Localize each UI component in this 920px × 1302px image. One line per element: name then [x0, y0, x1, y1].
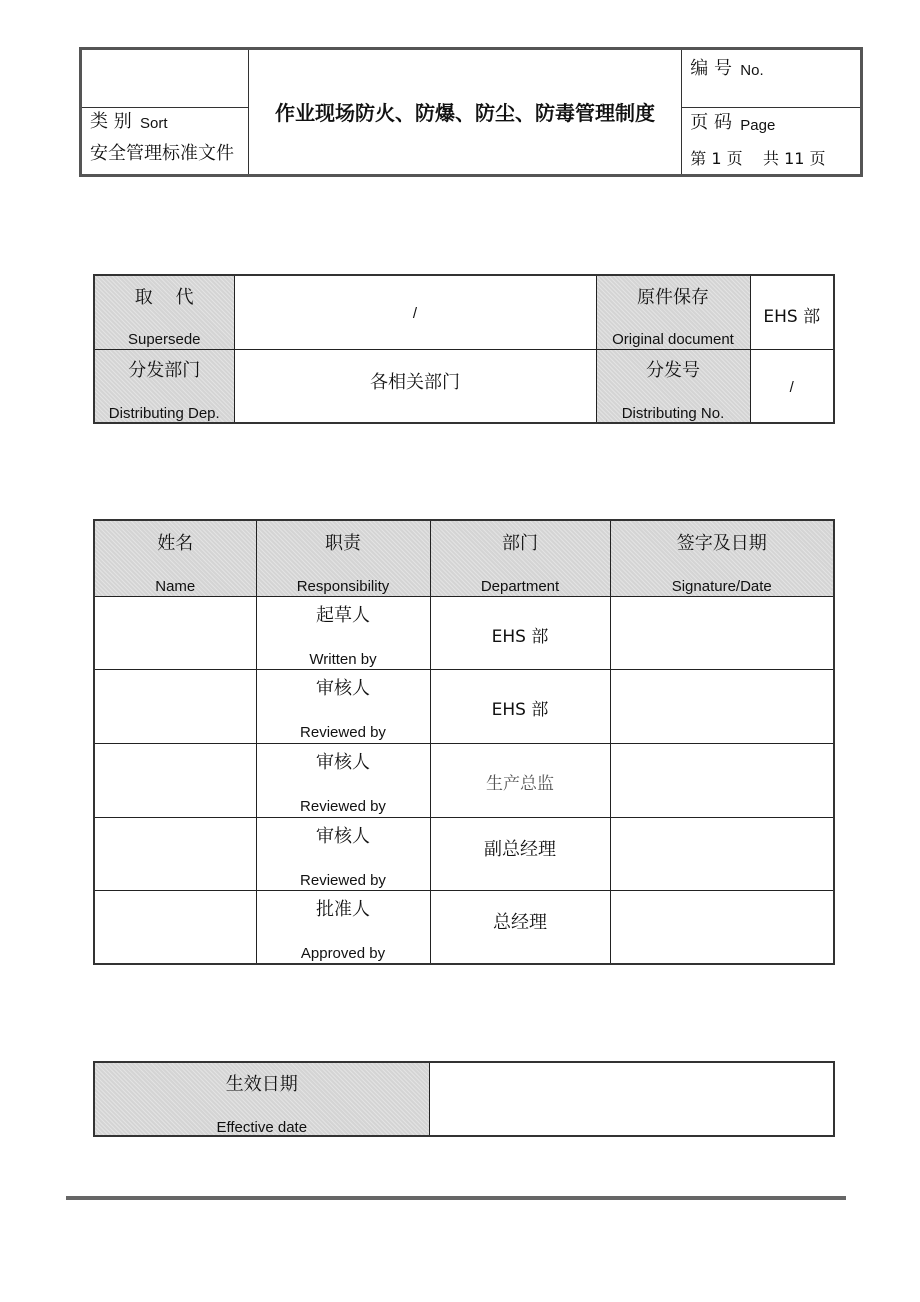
department-cell — [430, 596, 610, 669]
effective-date-label-en: Effective date — [216, 1119, 308, 1136]
document-title: 作业现场防火、防爆、防尘、防毒管理制度 — [274, 101, 655, 125]
department-cell — [430, 817, 610, 890]
column-header-signature — [610, 520, 834, 596]
header-blank-cell — [81, 49, 249, 108]
header-responsibility-en: Responsibility — [296, 578, 390, 595]
department-cell — [430, 890, 610, 964]
page-info: 第 1 页 共 11 页 — [690, 149, 826, 169]
signature-cell — [610, 669, 834, 743]
column-header-responsibility — [256, 520, 430, 596]
page-label-zh: 页 码 — [690, 112, 733, 134]
name-cell — [94, 669, 256, 743]
signature-cell — [610, 596, 834, 669]
signature-cell — [610, 743, 834, 817]
table-row — [94, 817, 834, 890]
dist-dep-label-cell — [94, 349, 234, 423]
signature-cell — [610, 890, 834, 964]
responsibility-zh: 审核人 — [316, 677, 370, 699]
responsibility-en: Reviewed by — [300, 871, 386, 889]
department-value: 副总经理 — [484, 838, 556, 860]
dist-dep-label-zh: 分发部门 — [128, 359, 201, 381]
responsibility-zh: 审核人 — [316, 825, 370, 847]
name-cell — [94, 596, 256, 669]
department-cell — [430, 743, 610, 817]
table-row — [94, 890, 834, 964]
table-header-row — [94, 520, 834, 596]
header-department-en: Department — [480, 578, 560, 595]
table-row — [94, 596, 834, 669]
table-row — [94, 743, 834, 817]
approval-table — [93, 519, 835, 965]
department-value: 总经理 — [493, 911, 547, 933]
title-cell — [248, 49, 682, 176]
effective-date-value-cell — [429, 1062, 834, 1136]
department-value: 生产总监 — [486, 773, 554, 794]
responsibility-zh: 批准人 — [316, 898, 370, 920]
responsibility-cell — [256, 817, 430, 890]
dist-dep-label-en: Distributing Dep. — [108, 404, 220, 422]
name-cell — [94, 890, 256, 964]
effective-date-label-zh: 生效日期 — [225, 1074, 298, 1095]
doc-number-cell — [682, 49, 862, 108]
responsibility-zh: 起草人 — [316, 604, 370, 626]
responsibility-cell — [256, 596, 430, 669]
dist-no-value: / — [789, 378, 794, 396]
header-signature-en: Signature/Date — [671, 578, 772, 595]
page-label-en: Page — [740, 117, 776, 135]
document-info-table — [93, 274, 835, 424]
department-cell — [430, 669, 610, 743]
original-label-cell — [596, 275, 750, 349]
supersede-value-cell — [234, 275, 596, 349]
department-value: EHS 部 — [491, 699, 549, 720]
header-department-zh: 部门 — [502, 533, 538, 554]
supersede-value: / — [412, 305, 418, 322]
dist-no-label-cell — [596, 349, 750, 423]
table-row — [94, 669, 834, 743]
dist-dep-value: 各相关部门 — [370, 371, 460, 393]
sort-value: 安全管理标准文件 — [90, 143, 234, 165]
doc-number-label-zh: 编 号 — [690, 58, 733, 79]
responsibility-cell — [256, 890, 430, 964]
sort-label-zh: 类 别 — [90, 111, 132, 133]
sort-label-en: Sort — [140, 115, 168, 133]
responsibility-en: Written by — [309, 650, 377, 668]
original-value: EHS 部 — [763, 307, 821, 327]
effective-date-label-cell — [94, 1062, 429, 1136]
sort-cell — [81, 108, 249, 176]
document-header — [79, 47, 863, 177]
supersede-label-en: Supersede — [127, 331, 201, 348]
original-label-en: Original document — [612, 331, 734, 348]
dist-no-label-en: Distributing No. — [621, 404, 725, 422]
responsibility-en: Reviewed by — [300, 723, 386, 741]
responsibility-zh: 审核人 — [316, 751, 370, 773]
header-name-zh: 姓名 — [157, 533, 194, 554]
supersede-label-cell — [94, 275, 234, 349]
dist-dep-value-cell — [234, 349, 596, 423]
responsibility-cell — [256, 743, 430, 817]
footer-divider — [66, 1196, 846, 1200]
department-value: EHS 部 — [491, 626, 549, 647]
column-header-department — [430, 520, 610, 596]
name-cell — [94, 743, 256, 817]
effective-date-table — [93, 1061, 835, 1137]
dist-no-label-zh: 分发号 — [646, 359, 700, 381]
doc-number-label-en: No. — [740, 62, 764, 79]
header-name-en: Name — [155, 578, 196, 595]
signature-cell — [610, 817, 834, 890]
responsibility-cell — [256, 669, 430, 743]
header-responsibility-zh: 职责 — [325, 533, 361, 554]
page-cell — [682, 108, 862, 176]
original-label-zh: 原件保存 — [637, 287, 709, 308]
original-value-cell — [750, 275, 834, 349]
name-cell — [94, 817, 256, 890]
column-header-name — [94, 520, 256, 596]
supersede-label-zh: 取 代 — [134, 287, 194, 308]
dist-no-value-cell — [750, 349, 834, 423]
header-signature-zh: 签字及日期 — [676, 533, 767, 554]
responsibility-en: Reviewed by — [300, 797, 386, 815]
responsibility-en: Approved by — [300, 944, 386, 962]
